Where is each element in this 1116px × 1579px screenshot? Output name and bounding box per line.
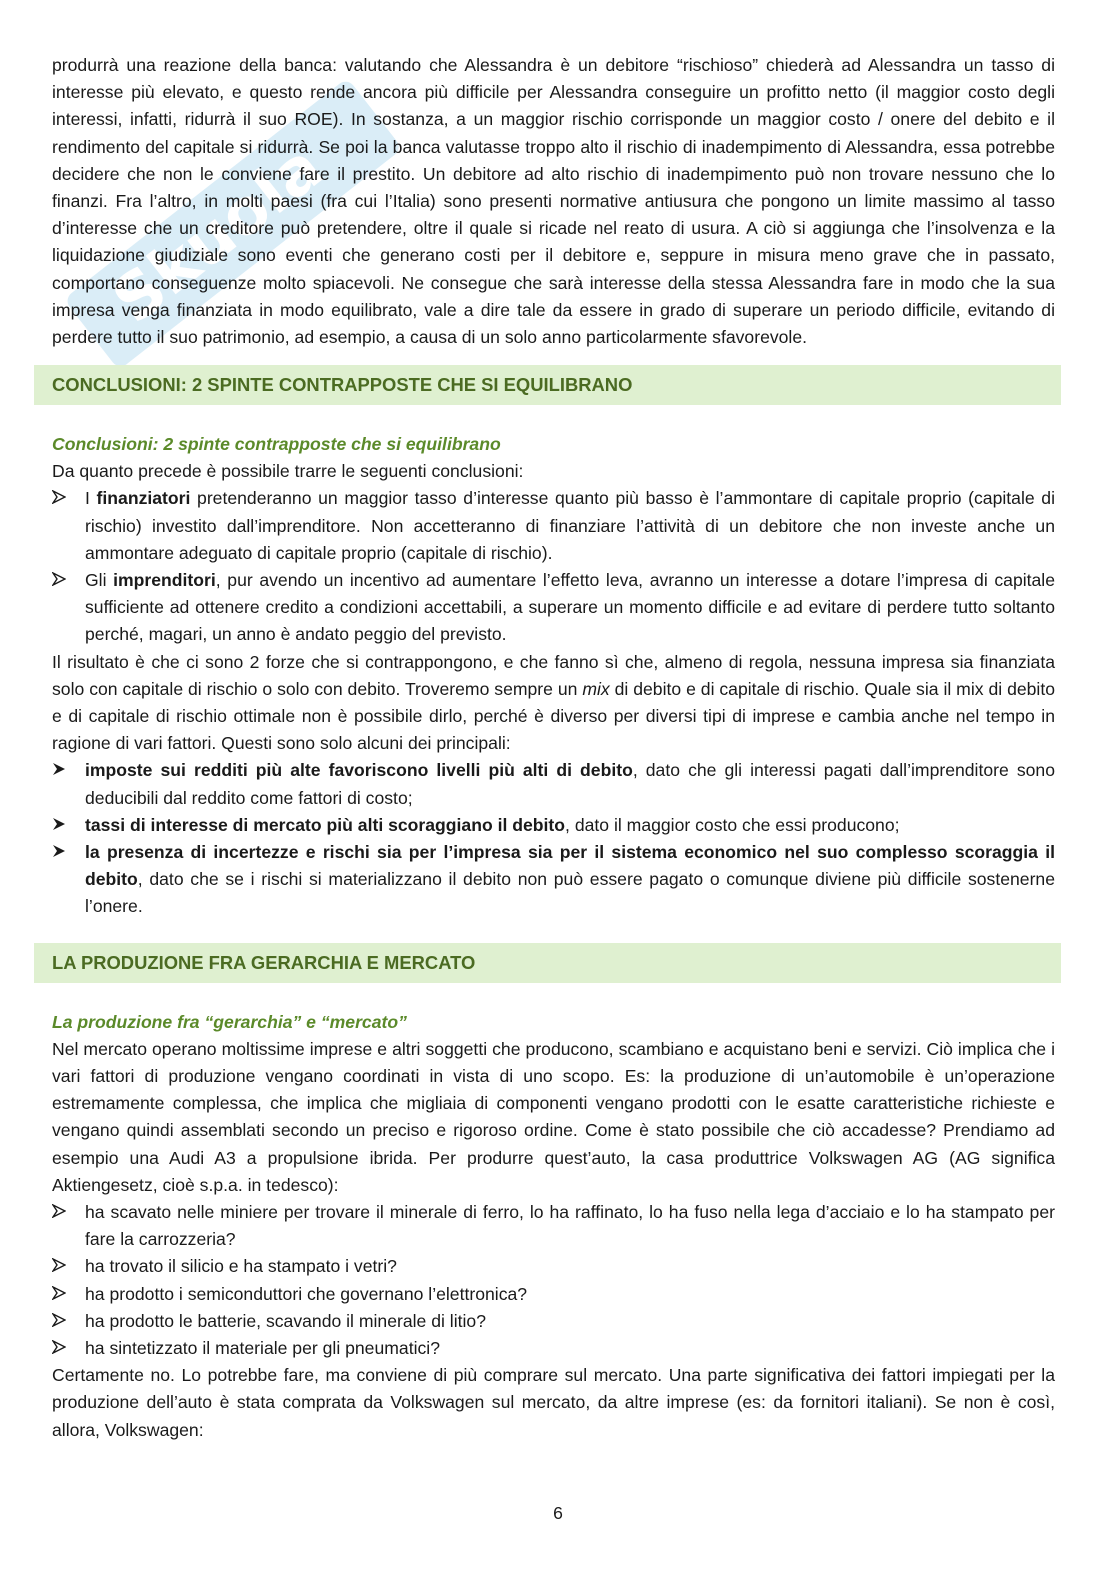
arrowhead-bullet-icon xyxy=(52,567,66,594)
arrowhead-bullet-icon xyxy=(52,485,66,512)
section-heading-text: CONCLUSIONI: 2 SPINTE CONTRAPPOSTE CHE SI EQUILIBRANO xyxy=(52,374,633,396)
subtitle-production: La produzione fra “gerarchia” e “mercato” xyxy=(52,1011,407,1032)
conclusions-list xyxy=(52,485,1055,648)
production-paragraph: Nel mercato operano moltissime imprese e altri soggetti che producono, scambiano e acquistano beni e servizi. Ciò implica che i vari fattori di produzione vengano coordinati in vista di uno scopo. Es: la produzione di un’automobile è un’operazione estremamente complessa, che implica che migliaia di componenti vengano prodotti con le esatte caratteristiche richieste e vengano quindi assemblati secondo un preciso e rigoroso ordine. Come è stato possibile che ciò accadesse? Prendiamo ad esempio una Audi A3 a propulsione ibrida. Per produrre quest’auto, la casa produttrice Volkswagen AG (AG significa Aktiengesetz, cioè s.p.a. in tedesco): xyxy=(52,1038,1055,1195)
list-item: ha sintetizzato il materiale per gli pneumatici? xyxy=(52,1335,1055,1362)
intro-paragraph: produrrà una reazione della banca: valutando che Alessandra è un debitore “rischioso” chiederà ad Alessandra un tasso di interesse più elevato, e questo rende ancora più difficile per Alessandra conseguire un profitto netto (il maggior costo degli interessi, infatti, ridurrà il suo ROE). In sostanza, a un maggior rischio corrisponde un maggior costo / onere del debito e il rendimento del capitale si ridurrà. Se poi la banca valutasse troppo alto il rischio di inadempimento di Alessandra, essa potrebbe decidere che non le conviene fare il prestito. Un debitore ad alto rischio di inadempimento può non trovare nessuno che lo finanzi. Fra l’altro, in molti paesi (fra cui l’Italia) sono presenti normative antiusura che pongono un limite massimo al tasso d’interesse che un creditore può pretendere, oltre il quale si ricade nel reato di usura. A ciò si aggiunga che l’insolvenza e la liquidazione giudiziale sono eventi che generano costi per il debitore e, seppure in misura meno grave che in passato, comportano conseguenze molto spiacevoli. Ne consegue che sarà interesse della stessa Alessandra fare in modo che la sua impresa venga finanziata in modo equilibrato, vale a dire tale da essere in grado di superare un periodo difficile, evitando di perdere tutto il suo patrimonio, ad esempio, a causa di un solo anno particolarmente sfavorevole. xyxy=(52,55,1055,348)
arrowhead-bullet-icon xyxy=(52,1335,66,1362)
arrowhead-bullet-icon xyxy=(52,757,66,784)
list-item: I finanziatori pretenderanno un maggior tasso d’interesse quanto più basso è l’ammontare di capitale proprio (capitale di rischio) investito dall’imprenditore. Non accetteranno di finanziare l’attività di un debitore che non investe anche un ammontare adeguato di capitale proprio (capitale di rischio). xyxy=(52,485,1055,567)
subtitle-conclusions: Conclusioni: 2 spinte contrapposte che si equilibrano xyxy=(52,434,501,455)
svg-text:Skuola: Skuola xyxy=(99,130,337,339)
section-heading-conclusions xyxy=(34,365,1061,405)
result-paragraph: Il risultato è che ci sono 2 forze che si contrappongono, e che fanno sì che, almeno di regola, nessuna impresa sia finanziata solo con capitale di rischio o solo con debito. Troveremo sempre un mix di debito e di capitale di rischio. Quale sia il mix di debito e di capitale di rischio ottimale non è possibile dirlo, perché è diverso per diversi tipi di imprese e cambia anche nel tempo in ragione di vari fattori. Questi sono solo alcuni dei principali: xyxy=(52,651,1055,754)
page-number: 6 xyxy=(553,1503,563,1523)
closing-paragraph: Certamente no. Lo potrebbe fare, ma conviene di più comprare sul mercato. Una parte significativa dei fattori impiegati per la produzione dell’auto è stata comprata da Volkswagen sul mercato, da altre imprese (es: da fornitori italiani). Se non è così, allora, Volkswagen: xyxy=(52,1365,1055,1440)
section-heading-text: LA PRODUZIONE FRA GERARCHIA E MERCATO xyxy=(52,951,476,973)
arrowhead-bullet-icon xyxy=(52,812,66,839)
section-heading-production xyxy=(34,943,1061,983)
list-item: imposte sui redditi più alte favoriscono livelli più alti di debito, dato che gli interessi pagati dall’imprenditore sono deducibili dal reddito come fattori di costo; xyxy=(52,757,1055,811)
lead-paragraph: Da quanto precede è possibile trarre le seguenti conclusioni: xyxy=(52,461,524,482)
questions-list xyxy=(52,1199,1055,1362)
list-item: ha scavato nelle miniere per trovare il minerale di ferro, lo ha raffinato, lo ha fuso nella lega d’acciaio e lo ha stampato per fare la carrozzeria? xyxy=(52,1199,1055,1253)
arrowhead-bullet-icon xyxy=(52,1199,66,1226)
list-item: ha prodotto i semiconduttori che governano l’elettronica? xyxy=(52,1281,1055,1308)
list-item: Gli imprenditori, pur avendo un incentivo ad aumentare l’effetto leva, avranno un interesse a dotare l’impresa di capitale sufficiente ad ottenere credito a condizioni accettabili, a superare un momento difficile e ad evitare di perdere tutto soltanto perché, magari, un anno è andato peggio del previsto. xyxy=(52,567,1055,649)
factors-list xyxy=(52,757,1055,920)
list-item: tassi di interesse di mercato più alti scoraggiano il debito, dato il maggior costo che essi producono; xyxy=(52,812,1055,839)
list-item: ha trovato il silicio e ha stampato i vetri? xyxy=(52,1253,1055,1280)
arrowhead-bullet-icon xyxy=(52,839,66,866)
arrowhead-bullet-icon xyxy=(52,1308,66,1335)
arrowhead-bullet-icon xyxy=(52,1281,66,1308)
arrowhead-bullet-icon xyxy=(52,1253,66,1280)
list-item: ha prodotto le batterie, scavando il minerale di litio? xyxy=(52,1308,1055,1335)
page-content xyxy=(52,52,1055,1444)
list-item: la presenza di incertezze e rischi sia per l’impresa sia per il sistema economico nel suo complesso scoraggia il debito, dato che se i rischi si materializzano il debito non può essere pagato o comunque diviene più difficile sostenerne l’onere. xyxy=(52,839,1055,921)
